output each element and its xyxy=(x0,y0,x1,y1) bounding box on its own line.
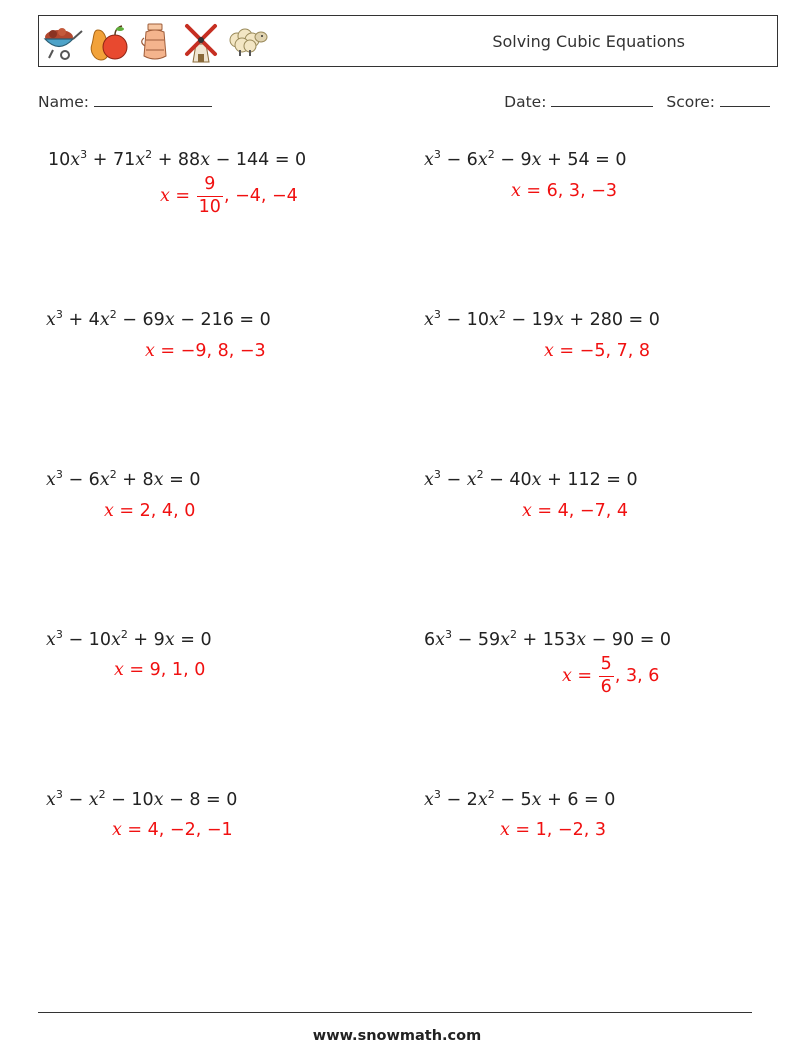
jar-icon xyxy=(133,20,177,64)
answer-prefix: x = xyxy=(114,660,150,680)
header-icons xyxy=(41,20,269,64)
answer-1 xyxy=(160,176,298,216)
answer-values: −5, 7, 8 xyxy=(579,341,650,361)
answer-values: 4, −2, −1 xyxy=(147,820,233,840)
linear-coefficient: − 10 xyxy=(111,790,154,810)
name-label: Name: xyxy=(38,93,89,111)
date-score-row xyxy=(504,92,770,111)
fraction-numerator: 5 xyxy=(599,656,614,677)
answer-8 xyxy=(562,656,659,696)
answer-values: −9, 8, −3 xyxy=(180,341,266,361)
quadratic-coefficient: + 71 xyxy=(92,150,136,170)
answer-prefix: x = xyxy=(104,501,140,521)
equation-10: $x^3 - 2x^2 - 5x + 6 = 0$ xyxy=(424,788,616,810)
answer-5 xyxy=(104,501,195,521)
linear-coefficient: − 69 xyxy=(122,310,165,330)
linear-coefficient: − 40 xyxy=(489,470,532,490)
answer-prefix: x = xyxy=(500,820,536,840)
quadratic-coefficient: − xyxy=(68,790,89,810)
linear-coefficient: − 19 xyxy=(511,310,554,330)
answer-values: 9, 1, 0 xyxy=(149,660,206,680)
score-field[interactable] xyxy=(720,92,770,107)
answer-values: 6, 3, −3 xyxy=(546,181,617,201)
quadratic-coefficient: + 4 xyxy=(68,310,100,330)
answer-2 xyxy=(511,181,617,201)
equation-6: $x^3 - x^2 - 40x + 112 = 0$ xyxy=(424,468,638,490)
equation-7: $x^3 - 10x^2 + 9x = 0$ xyxy=(46,628,212,650)
constant-term: + 112 = 0 xyxy=(547,470,638,490)
sheep-icon xyxy=(225,20,269,64)
constant-term: = 0 xyxy=(180,630,212,650)
date-label: Date: xyxy=(504,93,547,111)
fraction-denominator: 10 xyxy=(198,196,221,217)
windmill-icon xyxy=(179,20,223,64)
linear-coefficient: + 153 xyxy=(522,630,577,650)
score-label: Score: xyxy=(666,93,715,111)
answer-rest: , −4, −4 xyxy=(223,186,298,206)
equation-1: $10x^3 + 71x^2 + 88x - 144 = 0$ xyxy=(48,148,307,170)
lead-coefficient: 6 xyxy=(424,630,436,650)
answer-prefix: x = xyxy=(112,820,148,840)
fraction-numerator: 9 xyxy=(197,176,223,197)
answer-prefix: x = xyxy=(562,666,598,686)
answer-values: 2, 4, 0 xyxy=(139,501,196,521)
header-box xyxy=(38,15,778,67)
lead-coefficient: 10 xyxy=(48,150,71,170)
quadratic-coefficient: − 10 xyxy=(68,630,111,650)
wheelbarrow-icon xyxy=(41,20,85,64)
answer-fraction xyxy=(197,176,223,216)
answer-values: 4, −7, 4 xyxy=(557,501,628,521)
linear-coefficient: − 9 xyxy=(500,150,532,170)
linear-coefficient: + 9 xyxy=(133,630,165,650)
constant-term: − 8 = 0 xyxy=(169,790,238,810)
fraction-denominator: 6 xyxy=(600,676,612,697)
linear-coefficient: − 5 xyxy=(500,790,532,810)
footer-rule xyxy=(38,1012,752,1013)
answer-6 xyxy=(522,501,628,521)
answer-fraction xyxy=(599,656,614,696)
answer-4 xyxy=(544,341,650,361)
equation-5: $x^3 - 6x^2 + 8x = 0$ xyxy=(46,468,201,490)
equation-3: $x^3 + 4x^2 - 69x - 216 = 0$ xyxy=(46,308,271,330)
equation-4: $x^3 - 10x^2 - 19x + 280 = 0$ xyxy=(424,308,660,330)
quadratic-coefficient: − 6 xyxy=(68,470,100,490)
constant-term: − 216 = 0 xyxy=(180,310,271,330)
answer-prefix: x = xyxy=(544,341,580,361)
constant-term: + 54 = 0 xyxy=(547,150,627,170)
date-field[interactable] xyxy=(551,92,653,107)
constant-term: + 280 = 0 xyxy=(569,310,660,330)
constant-term: − 144 = 0 xyxy=(215,150,307,170)
answer-prefix: x = xyxy=(522,501,558,521)
answer-9 xyxy=(112,820,233,840)
answer-prefix: x = xyxy=(145,341,181,361)
worksheet-title: Solving Cubic Equations xyxy=(492,32,685,51)
name-row xyxy=(38,92,212,111)
quadratic-coefficient: − 6 xyxy=(446,150,478,170)
answer-3 xyxy=(145,341,266,361)
answer-prefix: x = xyxy=(511,181,547,201)
linear-coefficient: + 88 xyxy=(157,150,201,170)
constant-term: + 6 = 0 xyxy=(547,790,616,810)
quadratic-coefficient: − 10 xyxy=(446,310,489,330)
quadratic-coefficient: − 2 xyxy=(446,790,478,810)
name-field[interactable] xyxy=(94,92,212,107)
linear-coefficient: + 8 xyxy=(122,470,154,490)
answer-rest: , 3, 6 xyxy=(614,666,660,686)
fruit-icon xyxy=(87,20,131,64)
equation-2: $x^3 - 6x^2 - 9x + 54 = 0$ xyxy=(424,148,627,170)
answer-values: 1, −2, 3 xyxy=(535,820,606,840)
equation-9: $x^3 - x^2 - 10x - 8 = 0$ xyxy=(46,788,238,810)
answer-10 xyxy=(500,820,606,840)
answer-7 xyxy=(114,660,205,680)
constant-term: − 90 = 0 xyxy=(591,630,672,650)
quadratic-coefficient: − xyxy=(446,470,467,490)
equation-8: $6x^3 - 59x^2 + 153x - 90 = 0$ xyxy=(424,628,672,650)
footer-site[interactable]: www.snowmath.com xyxy=(312,1028,482,1044)
quadratic-coefficient: − 59 xyxy=(457,630,501,650)
constant-term: = 0 xyxy=(169,470,201,490)
answer-prefix: x = xyxy=(160,186,196,206)
